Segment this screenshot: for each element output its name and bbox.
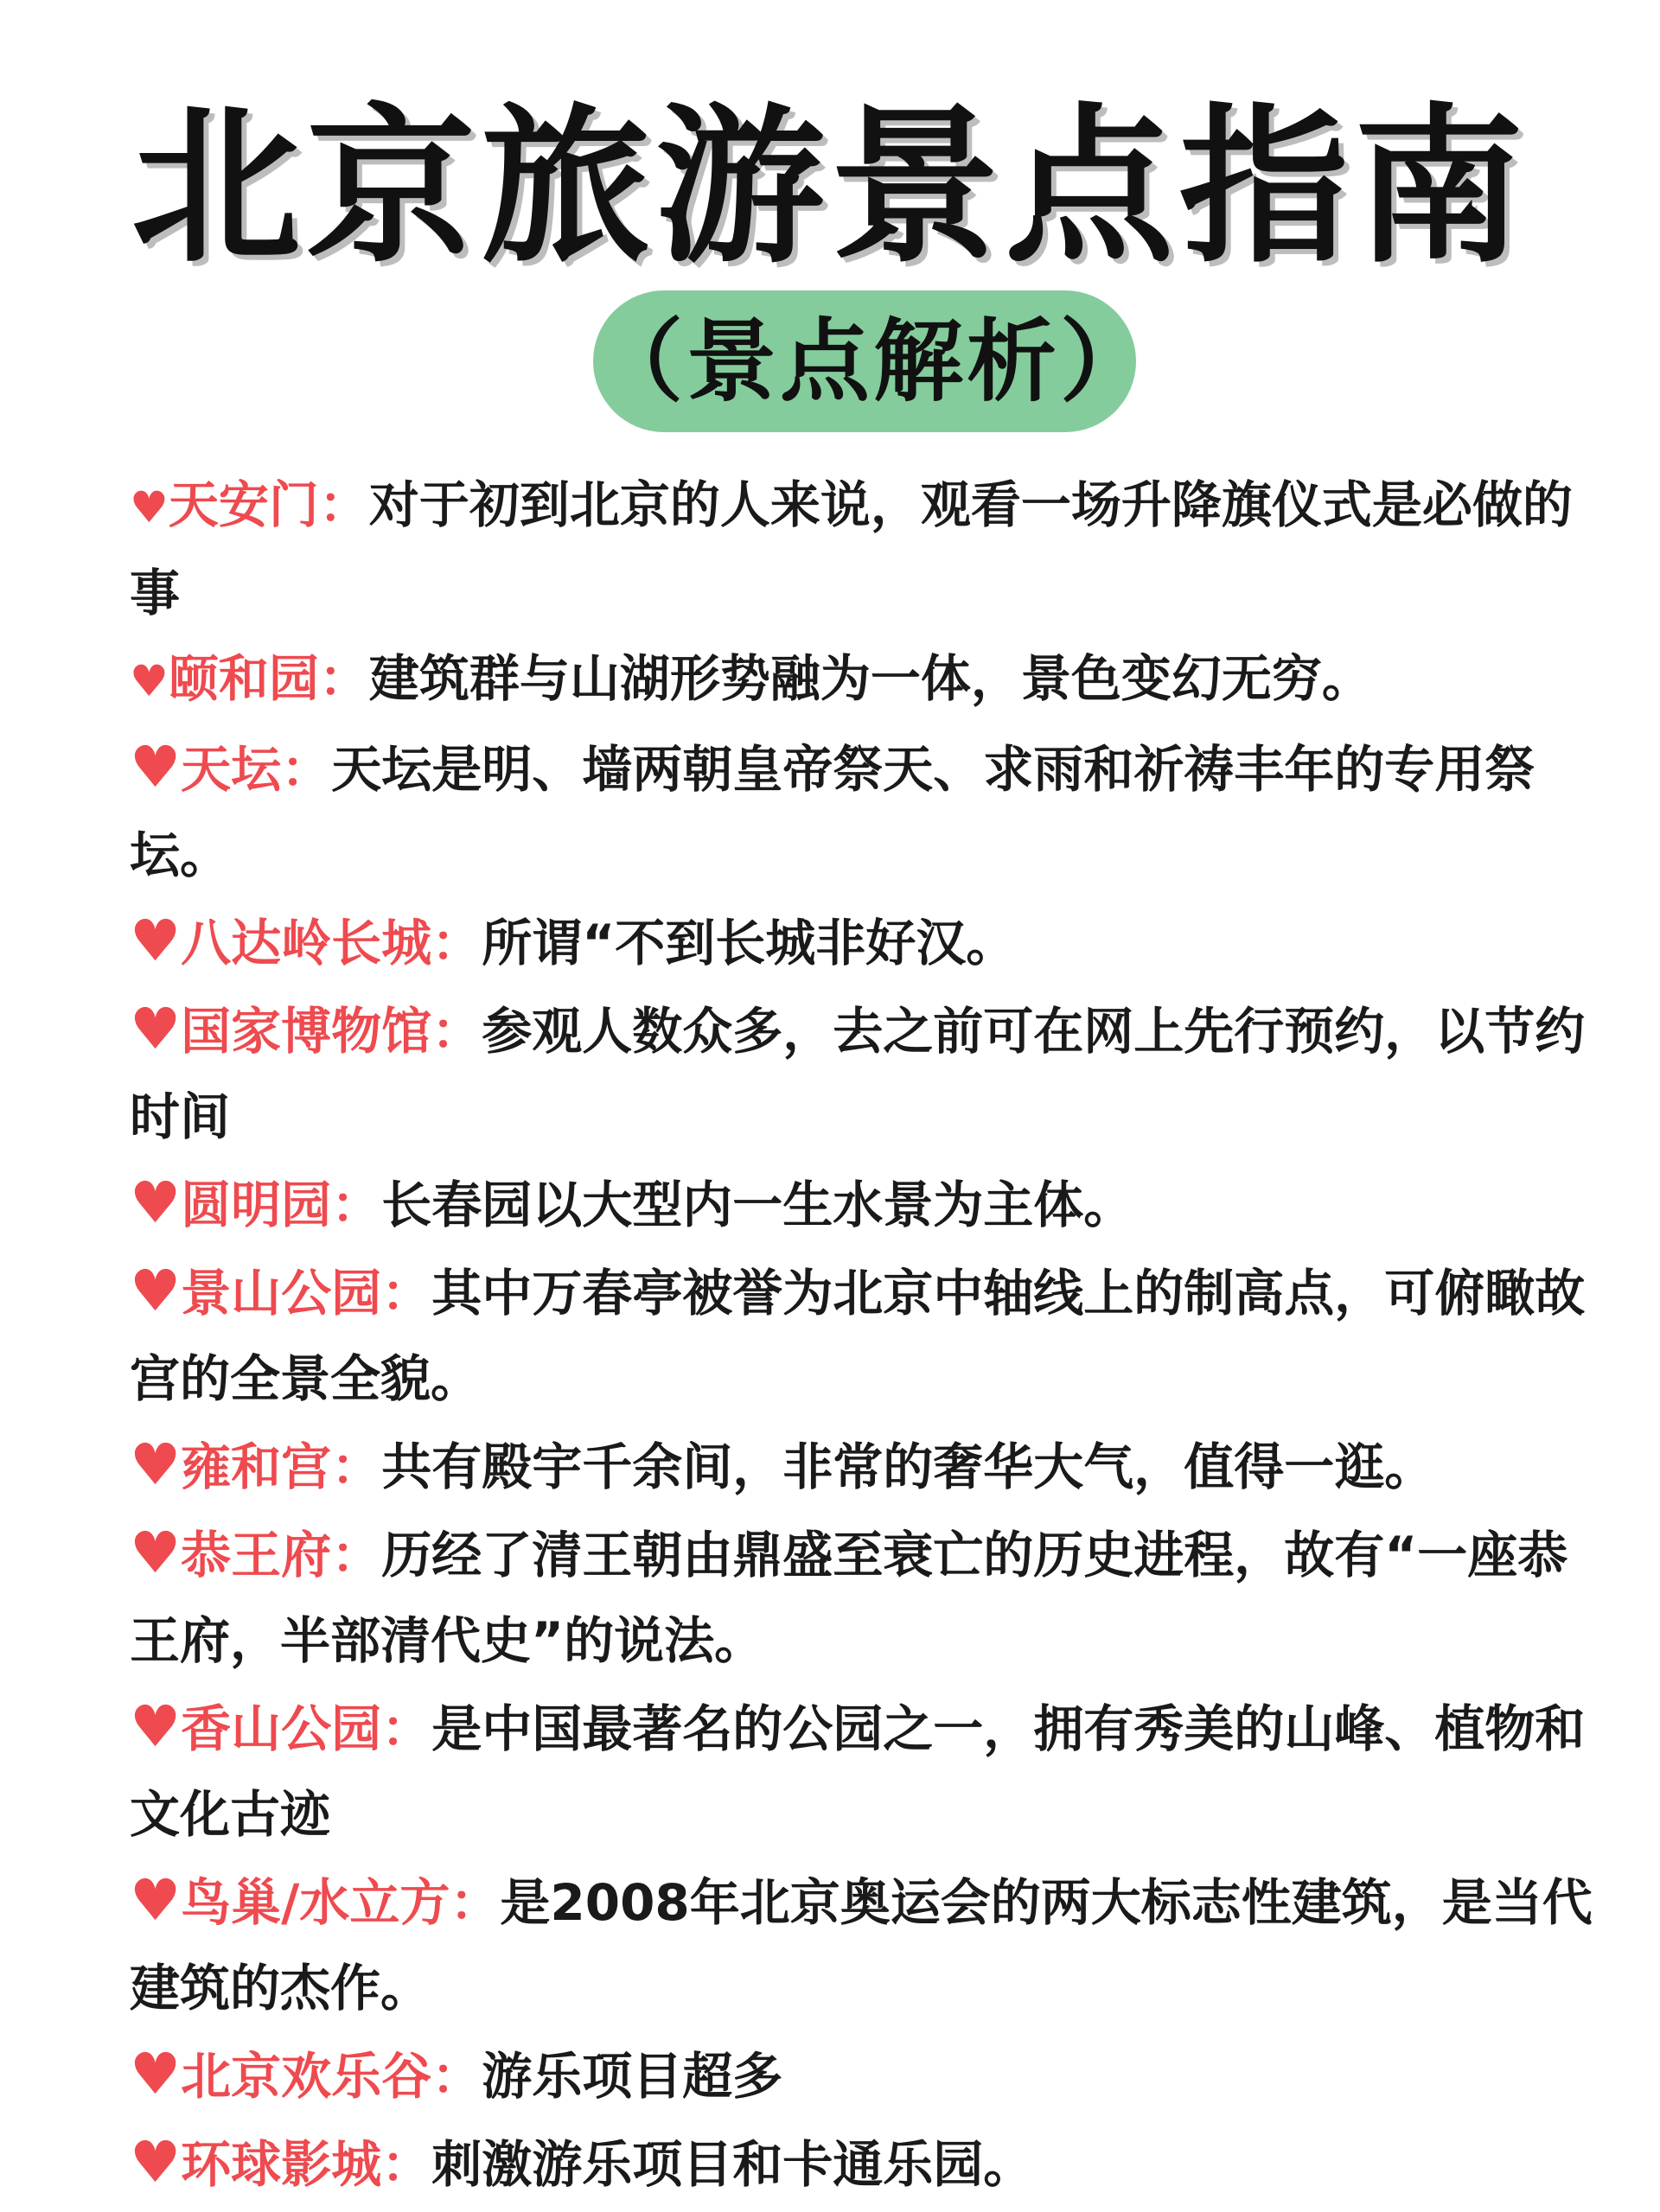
- list-item: [130, 1858, 1599, 2031]
- attraction-description: 建筑群与山湖形势融为一体，景色变幻无穷。: [368, 649, 1372, 708]
- list-item: [130, 636, 1599, 724]
- heart-icon: ♥: [130, 996, 182, 1062]
- attraction-description: 所谓“不到长城非好汉。: [482, 914, 1017, 972]
- list-item: [130, 1248, 1599, 1422]
- list-item: [130, 898, 1599, 986]
- list-item: [130, 1510, 1599, 1684]
- attraction-name: 北京欢乐谷：: [181, 2047, 482, 2106]
- attraction-name: 环球影城：: [181, 2135, 432, 2194]
- attraction-name: 香山公园：: [181, 1699, 432, 1758]
- list-item: [130, 1160, 1599, 1248]
- subtitle-badge: [593, 290, 1154, 432]
- attraction-description: 对于初到北京的人来说，观看一场升降旗仪式是必做的事: [130, 475, 1573, 622]
- list-item: [130, 1422, 1599, 1510]
- attraction-name: 八达岭长城：: [181, 914, 482, 972]
- heart-icon: ♥: [130, 908, 182, 974]
- heart-icon: ♥: [130, 2041, 182, 2107]
- attraction-name: 圆明园：: [181, 1176, 382, 1234]
- attraction-description: 天坛是明、墙两朝皇帝祭天、求雨和祈祷丰年的专用祭坛。: [130, 740, 1536, 884]
- attraction-description: 长春园以大型内一生水景为主体。: [381, 1176, 1134, 1234]
- list-item: [130, 2120, 1599, 2208]
- heart-icon: ♥: [130, 734, 182, 800]
- heart-icon: ♥: [130, 1170, 182, 1236]
- attraction-description: 游乐项目超多: [482, 2047, 783, 2106]
- attraction-description: 是中国最著名的公园之一，拥有秀美的山峰、植物和文化古迹: [130, 1699, 1586, 1844]
- attraction-description: 其中万春亭被誉为北京中轴线上的制高点，可俯瞰故宫的全景全貌。: [130, 1264, 1586, 1408]
- attraction-description: 历经了清王朝由鼎盛至衰亡的历史进程，故有“一座恭王府，半部清代史”的说法。: [130, 1526, 1568, 1670]
- list-item: [130, 724, 1599, 898]
- heart-icon: ♥: [130, 1693, 182, 1760]
- attraction-name: 国家博物馆：: [181, 1002, 482, 1061]
- heart-icon: ♥: [130, 1431, 182, 1498]
- attraction-description: 参观人数众多，去之前可在网上先行预约，以节约时间: [130, 1002, 1586, 1146]
- list-item: [130, 986, 1599, 1160]
- heart-icon: ♥: [130, 1867, 182, 1934]
- subtitle-text: （景点解析）: [593, 309, 1154, 414]
- attraction-name: 天安门：: [168, 475, 369, 534]
- attraction-description: 共有殿宇千余间，非常的奢华大气，值得一逛。: [381, 1437, 1435, 1496]
- heart-icon: ♥: [130, 482, 169, 532]
- heart-icon: ♥: [130, 656, 169, 706]
- list-item: [130, 1684, 1599, 1858]
- attraction-name: 恭王府：: [181, 1526, 382, 1584]
- attraction-name: 景山公园：: [181, 1264, 432, 1323]
- list-item: [130, 462, 1599, 636]
- list-item: [130, 2031, 1599, 2120]
- attraction-name: 鸟巢/水立方：: [181, 1873, 501, 1932]
- heart-icon: ♥: [130, 1520, 182, 1586]
- attraction-name: 颐和园：: [168, 649, 369, 708]
- attraction-description: 刺激游乐项目和卡通乐园。: [431, 2135, 1034, 2194]
- heart-icon: ♥: [130, 2129, 182, 2196]
- attraction-list: [130, 462, 1599, 2208]
- attraction-name: 天坛：: [181, 740, 332, 799]
- attraction-description: 是2008年北京奥运会的两大标志性建筑，是当代建筑的杰作。: [130, 1873, 1593, 2018]
- attraction-name: 雍和宫：: [181, 1437, 382, 1496]
- heart-icon: ♥: [130, 1258, 182, 1324]
- page-title: 北京旅游景点指南: [131, 89, 1529, 286]
